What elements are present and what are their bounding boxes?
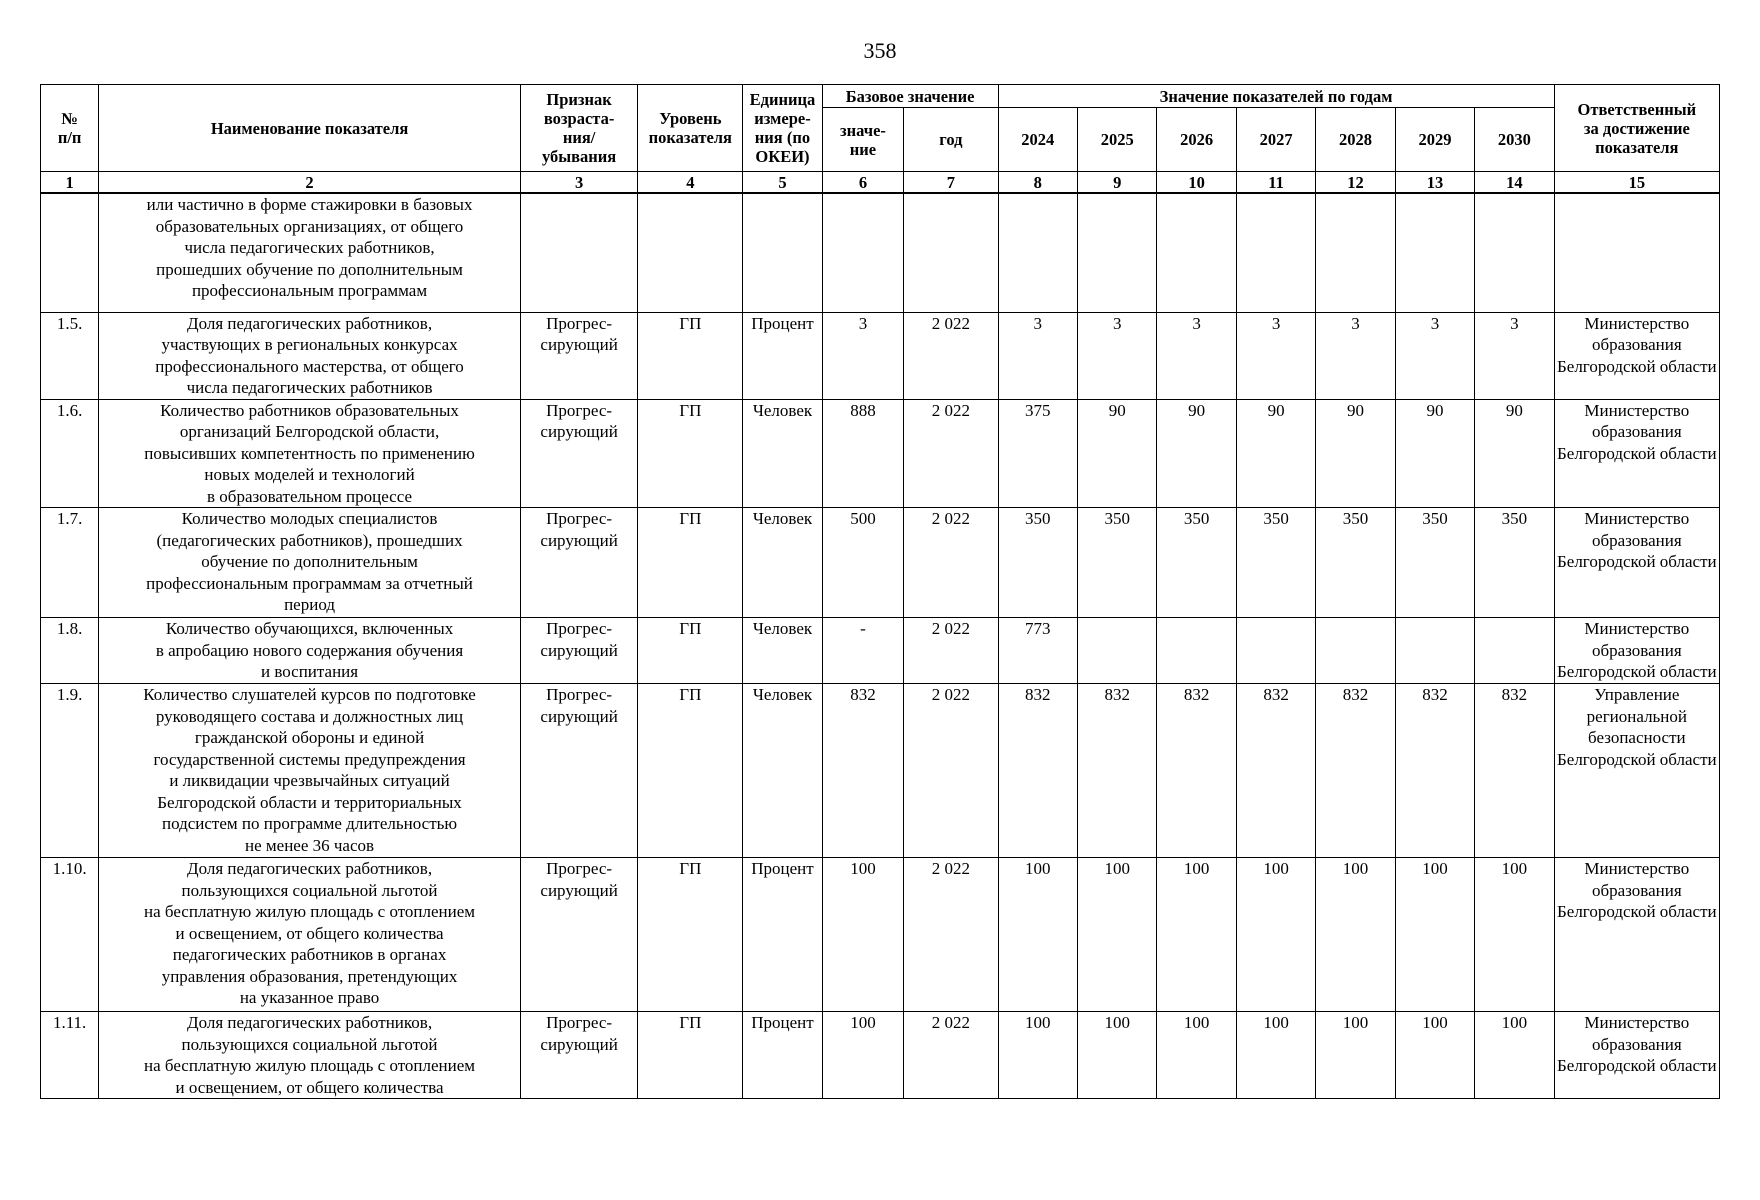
- year-value: [1077, 193, 1156, 312]
- year-value: 3: [1236, 312, 1315, 399]
- base-year: 2 022: [904, 618, 998, 684]
- base-value: 100: [822, 1012, 904, 1099]
- year-value: 100: [1395, 858, 1474, 1012]
- year-value: 100: [1157, 858, 1236, 1012]
- base-year: 2 022: [904, 399, 998, 508]
- year-value: 350: [1077, 508, 1156, 618]
- row-number: 1.6.: [41, 399, 99, 508]
- responsible-body: Министерство образования Белгородской области: [1554, 312, 1719, 399]
- table-row: [41, 312, 1720, 399]
- indicator-level: ГП: [638, 399, 743, 508]
- indicator-unit: Человек: [743, 508, 822, 618]
- year-value: [1316, 193, 1395, 312]
- column-number: 10: [1157, 172, 1236, 194]
- base-value: [822, 193, 904, 312]
- indicator-name: Количество молодых специалистов (педагогических работников), прошедших обучение по дополнительным профессиональным программам за отчетный период: [99, 508, 521, 618]
- header-year: 2029: [1395, 108, 1474, 172]
- base-value: 3: [822, 312, 904, 399]
- indicator-sign: Прогрес- сирующий: [520, 1012, 638, 1099]
- year-value: [1395, 618, 1474, 684]
- year-value: 3: [1316, 312, 1395, 399]
- column-number: 7: [904, 172, 998, 194]
- year-value: [1316, 618, 1395, 684]
- year-value: 100: [1475, 858, 1555, 1012]
- base-year: 2 022: [904, 858, 998, 1012]
- header-base: Базовое значение: [822, 85, 998, 108]
- year-value: 100: [1475, 1012, 1555, 1099]
- year-value: 375: [998, 399, 1077, 508]
- column-number: 6: [822, 172, 904, 194]
- year-value: 832: [1316, 684, 1395, 858]
- base-value: -: [822, 618, 904, 684]
- indicator-level: ГП: [638, 312, 743, 399]
- indicator-name: Количество работников образовательных организаций Белгородской области, повысивших компетентность по применению новых моделей и технологий в образовательном процессе: [99, 399, 521, 508]
- row-number: 1.8.: [41, 618, 99, 684]
- year-value: 90: [1395, 399, 1474, 508]
- header-base-year: год: [904, 108, 998, 172]
- year-value: 90: [1157, 399, 1236, 508]
- indicator-sign: Прогрес- сирующий: [520, 312, 638, 399]
- year-value: 90: [1236, 399, 1315, 508]
- indicator-level: ГП: [638, 618, 743, 684]
- year-value: 100: [1236, 1012, 1315, 1099]
- year-value: 100: [1316, 1012, 1395, 1099]
- column-number: 1: [41, 172, 99, 194]
- indicator-sign: [520, 193, 638, 312]
- responsible-body: Министерство образования Белгородской области: [1554, 399, 1719, 508]
- header-year: 2028: [1316, 108, 1395, 172]
- year-value: 100: [1157, 1012, 1236, 1099]
- header-unit: Единица измере- ния (по ОКЕИ): [743, 85, 822, 172]
- row-number: 1.5.: [41, 312, 99, 399]
- base-year: 2 022: [904, 684, 998, 858]
- year-value: [1236, 618, 1315, 684]
- indicator-name: Доля педагогических работников, пользующихся социальной льготой на бесплатную жилую площадь с отоплением и освещением, от общего количества педагогических работников в органах управления образования, претендующих на указанное право: [99, 858, 521, 1012]
- base-value: 888: [822, 399, 904, 508]
- year-value: 832: [998, 684, 1077, 858]
- indicator-level: ГП: [638, 508, 743, 618]
- header-name: Наименование показателя: [99, 85, 521, 172]
- indicator-level: ГП: [638, 684, 743, 858]
- column-number: 9: [1077, 172, 1156, 194]
- year-value: 350: [1316, 508, 1395, 618]
- column-number: 12: [1316, 172, 1395, 194]
- year-value: 100: [998, 858, 1077, 1012]
- indicator-sign: Прогрес- сирующий: [520, 508, 638, 618]
- row-number: 1.10.: [41, 858, 99, 1012]
- year-value: 773: [998, 618, 1077, 684]
- table-row: [41, 858, 1720, 1012]
- year-value: 832: [1157, 684, 1236, 858]
- column-number: 5: [743, 172, 822, 194]
- header-sign: Признак возраста- ния/ убывания: [520, 85, 638, 172]
- year-value: [1395, 193, 1474, 312]
- table-row: [41, 193, 1720, 312]
- indicator-sign: Прогрес- сирующий: [520, 858, 638, 1012]
- header-year: 2030: [1475, 108, 1555, 172]
- column-number: 11: [1236, 172, 1315, 194]
- table-row: [41, 618, 1720, 684]
- indicator-unit: Человек: [743, 618, 822, 684]
- year-value: [1475, 618, 1555, 684]
- base-year: 2 022: [904, 508, 998, 618]
- column-number: 2: [99, 172, 521, 194]
- responsible-body: [1554, 193, 1719, 312]
- base-year: 2 022: [904, 1012, 998, 1099]
- indicator-level: [638, 193, 743, 312]
- base-value: 100: [822, 858, 904, 1012]
- year-value: 90: [1475, 399, 1555, 508]
- column-number: 8: [998, 172, 1077, 194]
- indicator-name: Количество слушателей курсов по подготовке руководящего состава и должностных лиц гражданской обороны и единой государственной системы предупреждения и ликвидации чрезвычайных ситуаций Белгородской области и территориальных подсистем по программе длительностью не менее 36 часов: [99, 684, 521, 858]
- column-number: 14: [1475, 172, 1555, 194]
- header-level: Уровень показателя: [638, 85, 743, 172]
- table-row: [41, 508, 1720, 618]
- year-value: 3: [1475, 312, 1555, 399]
- year-value: [1157, 193, 1236, 312]
- page-number: 358: [863, 38, 897, 63]
- row-number: 1.11.: [41, 1012, 99, 1099]
- column-number: 13: [1395, 172, 1474, 194]
- indicator-name: или частично в форме стажировки в базовых образовательных организациях, от общего числа педагогических работников, прошедших обучение по дополнительным профессиональным программам: [99, 193, 521, 312]
- year-value: 90: [1316, 399, 1395, 508]
- row-number: 1.9.: [41, 684, 99, 858]
- year-value: 832: [1077, 684, 1156, 858]
- base-value: 500: [822, 508, 904, 618]
- header-responsible: Ответственный за достижение показателя: [1554, 85, 1719, 172]
- column-number: 3: [520, 172, 638, 194]
- header-year: 2025: [1077, 108, 1156, 172]
- header-year: 2027: [1236, 108, 1315, 172]
- year-value: 100: [1077, 858, 1156, 1012]
- indicator-name: Доля педагогических работников, участвующих в региональных конкурсах профессионального мастерства, от общего числа педагогических работников: [99, 312, 521, 399]
- row-number: [41, 193, 99, 312]
- year-value: [1157, 618, 1236, 684]
- header-no: № п/п: [41, 85, 99, 172]
- year-value: 100: [1395, 1012, 1474, 1099]
- year-value: 3: [998, 312, 1077, 399]
- indicator-unit: Процент: [743, 858, 822, 1012]
- row-number: 1.7.: [41, 508, 99, 618]
- year-value: 3: [1077, 312, 1156, 399]
- indicator-sign: Прогрес- сирующий: [520, 684, 638, 858]
- table-row: [41, 1012, 1720, 1099]
- indicator-unit: Процент: [743, 1012, 822, 1099]
- indicator-unit: Процент: [743, 312, 822, 399]
- responsible-body: Управление региональной безопасности Белгородской области: [1554, 684, 1719, 858]
- responsible-body: Министерство образования Белгородской области: [1554, 858, 1719, 1012]
- year-value: [1236, 193, 1315, 312]
- year-value: [998, 193, 1077, 312]
- table-row: [41, 399, 1720, 508]
- year-value: 100: [1077, 1012, 1156, 1099]
- year-value: 3: [1395, 312, 1474, 399]
- year-value: [1077, 618, 1156, 684]
- year-value: 100: [1236, 858, 1315, 1012]
- indicator-name: Доля педагогических работников, пользующихся социальной льготой на бесплатную жилую площадь с отоплением и освещением, от общего количества: [99, 1012, 521, 1099]
- header-year: 2024: [998, 108, 1077, 172]
- column-number: 4: [638, 172, 743, 194]
- responsible-body: Министерство образования Белгородской области: [1554, 1012, 1719, 1099]
- year-value: 90: [1077, 399, 1156, 508]
- table-row: [41, 684, 1720, 858]
- year-value: 350: [1475, 508, 1555, 618]
- header-base-value: значе- ние: [822, 108, 904, 172]
- year-value: 350: [1395, 508, 1474, 618]
- header-year: 2026: [1157, 108, 1236, 172]
- year-value: 350: [1236, 508, 1315, 618]
- indicator-unit: [743, 193, 822, 312]
- year-value: 350: [998, 508, 1077, 618]
- base-year: [904, 193, 998, 312]
- year-value: 350: [1157, 508, 1236, 618]
- indicator-sign: Прогрес- сирующий: [520, 618, 638, 684]
- year-value: 100: [1316, 858, 1395, 1012]
- indicator-name: Количество обучающихся, включенных в апробацию нового содержания обучения и воспитания: [99, 618, 521, 684]
- table-body: [41, 193, 1720, 1099]
- indicator-unit: Человек: [743, 399, 822, 508]
- indicator-level: ГП: [638, 1012, 743, 1099]
- year-value: 832: [1475, 684, 1555, 858]
- header-years-group: Значение показателей по годам: [998, 85, 1554, 108]
- indicator-sign: Прогрес- сирующий: [520, 399, 638, 508]
- year-value: 100: [998, 1012, 1077, 1099]
- year-value: 832: [1395, 684, 1474, 858]
- base-value: 832: [822, 684, 904, 858]
- year-value: 832: [1236, 684, 1315, 858]
- indicator-level: ГП: [638, 858, 743, 1012]
- responsible-body: Министерство образования Белгородской области: [1554, 508, 1719, 618]
- indicators-table: [40, 84, 1720, 1099]
- column-number: 15: [1554, 172, 1719, 194]
- responsible-body: Министерство образования Белгородской области: [1554, 618, 1719, 684]
- year-value: 3: [1157, 312, 1236, 399]
- year-value: [1475, 193, 1555, 312]
- base-year: 2 022: [904, 312, 998, 399]
- indicator-unit: Человек: [743, 684, 822, 858]
